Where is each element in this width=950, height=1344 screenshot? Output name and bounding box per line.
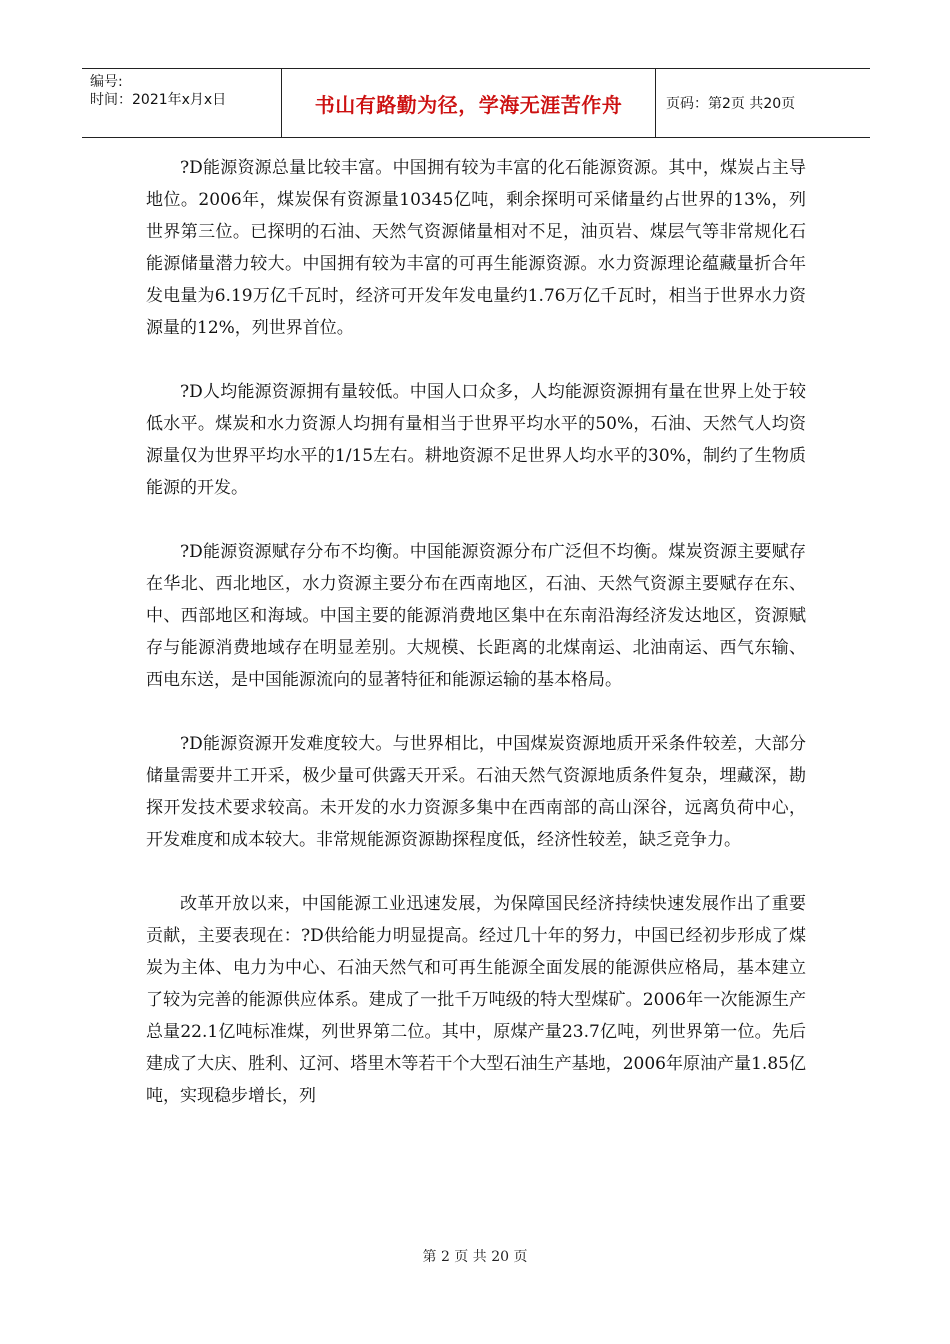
page-footer: 第 2 页 共 20 页: [422, 1249, 528, 1265]
paragraph: 改革开放以来，中国能源工业迅速发展，为保障国民经济持续快速发展作出了重要贡献，主要表现在：?D供给能力明显提高。经过几十年的努力，中国已经初步形成了煤炭为主体、电力为中心、石油天然气和可再生能源全面发展的能源供应格局，基本建立了较为完善的能源供应体系。建成了一批千万吨级的特大型煤矿。2006年一次能源生产总量22.1亿吨标准煤，列世界第二位。其中，原煤产量23.7亿吨，列世界第一位。先后建成了大庆、胜利、辽河、塔里木等若干个大型石油生产基地，2006年原油产量1.85亿吨，实现稳步增长，列: [146, 894, 806, 1106]
paragraph: ?D人均能源资源拥有量较低。中国人口众多，人均能源资源拥有量在世界上处于较低水平。煤炭和水力资源人均拥有量相当于世界平均水平的50%，石油、天然气人均资源量仅为世界平均水平的1/15左右。耕地资源不足世界人均水平的30%，制约了生物质能源的开发。: [146, 382, 806, 498]
document-body: [146, 152, 806, 1144]
page-header: [82, 68, 870, 138]
header-motto: 书山有路勤为径，学海无涯苦作舟: [282, 69, 656, 137]
header-meta: [82, 69, 282, 137]
paragraph: ?D能源资源开发难度较大。与世界相比，中国煤炭资源地质开采条件较差，大部分储量需要井工开采，极少量可供露天开采。石油天然气资源地质条件复杂，埋藏深，勘探开发技术要求较高。未开发的水力资源多集中在西南部的高山深谷，远离负荷中心，开发难度和成本较大。非常规能源资源勘探程度低，经济性较差，缺乏竞争力。: [146, 734, 806, 850]
document-time-label: 时间：2021年x月x日: [90, 92, 227, 108]
paragraph: ?D能源资源总量比较丰富。中国拥有较为丰富的化石能源资源。其中，煤炭占主导地位。2006年，煤炭保有资源量10345亿吨，剩余探明可采储量约占世界的13%，列世界第三位。已探明的石油、天然气资源储量相对不足，油页岩、煤层气等非常规化石能源储量潜力较大。中国拥有较为丰富的可再生能源资源。水力资源理论蕴藏量折合年发电量为6.19万亿千瓦时，经济可开发年发电量约1.76万亿千瓦时，相当于世界水力资源量的12%，列世界首位。: [146, 158, 806, 338]
document-number-label: 编号:: [90, 74, 123, 90]
paragraph: ?D能源资源赋存分布不均衡。中国能源资源分布广泛但不均衡。煤炭资源主要赋存在华北、西北地区，水力资源主要分布在西南地区，石油、天然气资源主要赋存在东、中、西部地区和海域。中国主要的能源消费地区集中在东南沿海经济发达地区，资源赋存与能源消费地域存在明显差别。大规模、长距离的北煤南运、北油南运、西气东输、西电东送，是中国能源流向的显著特征和能源运输的基本格局。: [146, 542, 806, 690]
header-page-info: 页码：第2页 共20页: [666, 96, 796, 112]
